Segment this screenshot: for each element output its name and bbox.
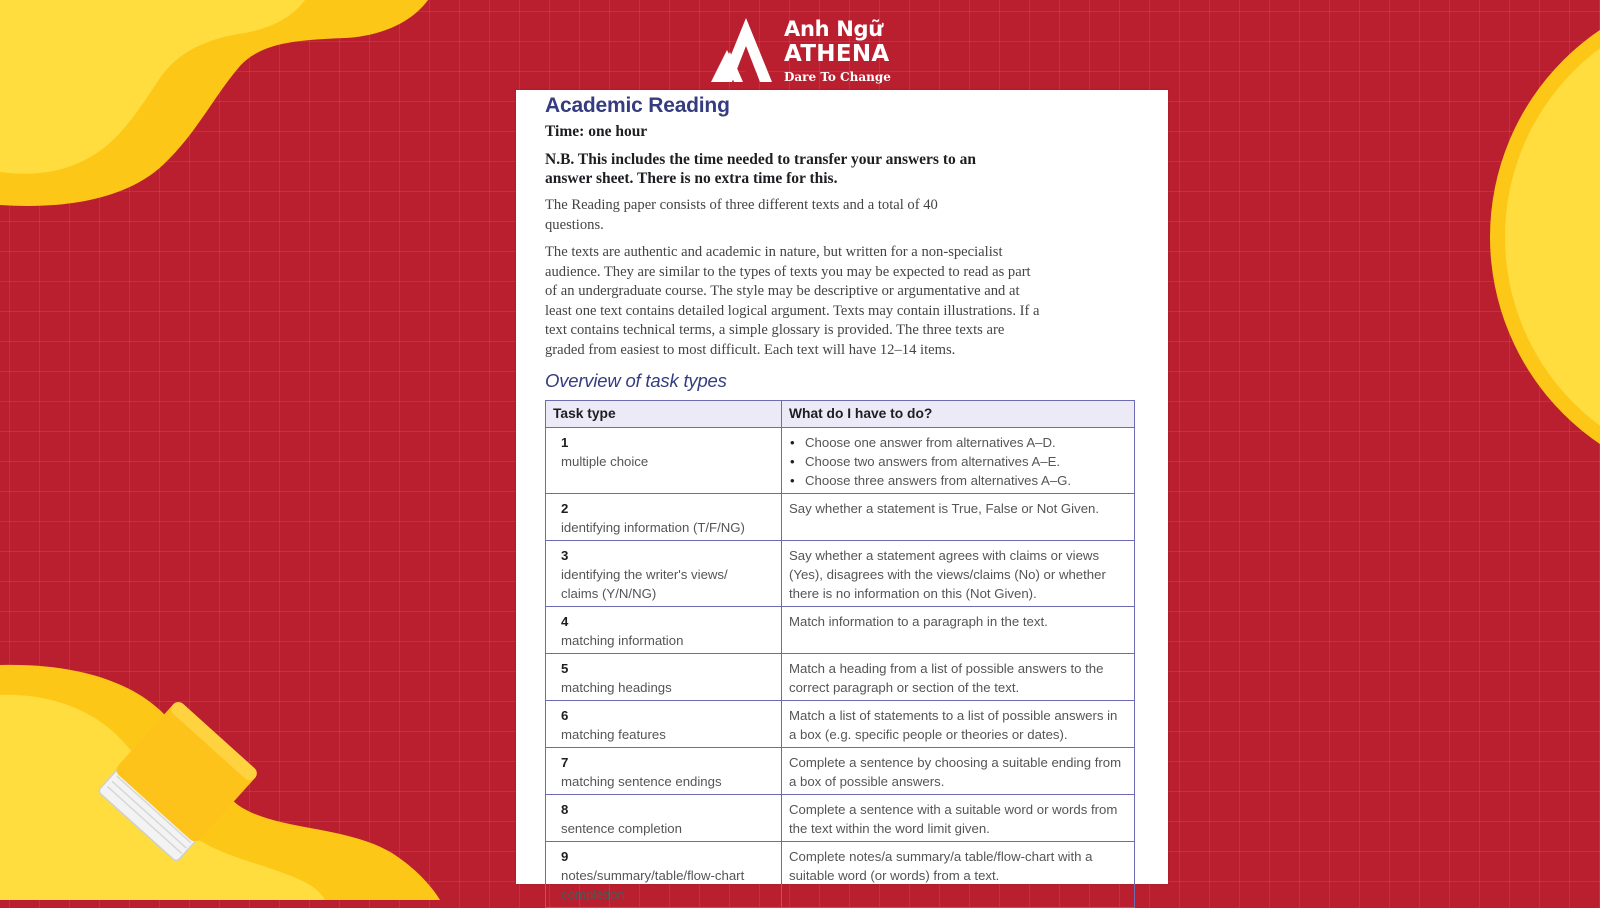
task-type-cell xyxy=(546,494,782,541)
page-title: Academic Reading xyxy=(545,94,730,117)
task-number: 4 xyxy=(561,614,569,629)
book-icon xyxy=(78,690,268,890)
task-description-cell: Match a heading from a list of possible answers to the correct paragraph or section of the text. xyxy=(782,654,1135,701)
task-type-cell xyxy=(546,748,782,795)
table-row xyxy=(546,748,1135,795)
task-name: sentence completion xyxy=(561,821,682,836)
task-name: identifying the writer's views/ claims (Y/N/NG) xyxy=(561,567,728,601)
table-row xyxy=(546,494,1135,541)
task-number: 9 xyxy=(561,849,569,864)
task-number: 2 xyxy=(561,501,569,516)
list-item: • Choose two answers from alternatives A–E. xyxy=(789,452,1127,471)
yellow-blob-top-left xyxy=(0,0,440,215)
nb-note: N.B. This includes the time needed to transfer your answers to an answer sheet. There is no extra time for this. xyxy=(545,151,976,187)
logo-brand-line2: ATHENA xyxy=(784,41,890,67)
table-row xyxy=(546,701,1135,748)
task-name: identifying information (T/F/NG) xyxy=(561,520,745,535)
table-row xyxy=(546,654,1135,701)
task-number: 3 xyxy=(561,548,569,563)
task-number: 7 xyxy=(561,755,569,770)
time-note: Time: one hour xyxy=(545,123,648,140)
task-type-cell xyxy=(546,541,782,607)
athena-mountain-logo-icon xyxy=(708,16,778,86)
athena-logo xyxy=(708,16,891,86)
table-row xyxy=(546,541,1135,607)
table-row xyxy=(546,607,1135,654)
task-type-cell xyxy=(546,842,782,908)
task-number: 8 xyxy=(561,802,569,817)
task-name: matching features xyxy=(561,727,666,742)
task-type-cell xyxy=(546,701,782,748)
task-description-cell: Complete notes/a summary/a table/flow-chart with a suitable word (or words) from a text. xyxy=(782,842,1135,908)
choice-list xyxy=(789,433,1127,490)
yellow-circle-right xyxy=(1490,82,1600,367)
task-types-table xyxy=(545,400,1135,908)
table-row xyxy=(546,842,1135,908)
table-header-row xyxy=(546,401,1135,428)
task-number: 5 xyxy=(561,661,569,676)
task-description-cell: Say whether a statement is True, False or Not Given. xyxy=(782,494,1135,541)
task-number: 1 xyxy=(561,435,569,450)
header-task-type: Task type xyxy=(546,401,782,428)
task-number: 6 xyxy=(561,708,569,723)
task-description-cell xyxy=(782,428,1135,494)
task-description-cell: Match information to a paragraph in the text. xyxy=(782,607,1135,654)
table-row xyxy=(546,795,1135,842)
task-description-cell: Say whether a statement agrees with claims or views (Yes), disagrees with the views/claims (No) or whether there is no information on this (Not Given). xyxy=(782,541,1135,607)
task-name: notes/summary/table/flow-chart completion xyxy=(561,868,745,902)
list-item: • Choose one answer from alternatives A–D. xyxy=(789,433,1127,452)
task-type-cell xyxy=(546,428,782,494)
task-description-cell: Match a list of statements to a list of possible answers in a box (e.g. specific people or theories or dates). xyxy=(782,701,1135,748)
intro-paragraph: The Reading paper consists of three different texts and a total of 40 questions. xyxy=(545,197,938,233)
task-name: matching headings xyxy=(561,680,672,695)
task-type-cell xyxy=(546,795,782,842)
task-name: multiple choice xyxy=(561,454,649,469)
logo-tagline: Dare To Change xyxy=(784,70,891,84)
task-type-cell xyxy=(546,607,782,654)
description-paragraph: The texts are authentic and academic in nature, but written for a non-specialist audience. They are similar to the types of texts you may be expected to read as part of an undergraduate course. The style may be descriptive or argumentative and at least one text contains detailed logical argument. Texts may contain illustrations. If a text contains technical terms, a simple glossary is provided. The three texts are graded from easiest to most difficult. Each text will have 12–14 items. xyxy=(545,244,1040,358)
task-name: matching sentence endings xyxy=(561,774,722,789)
section-heading: Overview of task types xyxy=(545,370,727,391)
table-row xyxy=(546,428,1135,494)
list-item: • Choose three answers from alternatives A–G. xyxy=(789,471,1127,490)
task-type-cell xyxy=(546,654,782,701)
header-what-to-do: What do I have to do? xyxy=(782,401,1135,428)
logo-brand-line1: Anh Ngữ xyxy=(784,17,883,41)
task-name: matching information xyxy=(561,633,684,648)
task-description-cell: Complete a sentence with a suitable word or words from the text within the word limit given. xyxy=(782,795,1135,842)
task-description-cell: Complete a sentence by choosing a suitable ending from a box of possible answers. xyxy=(782,748,1135,795)
document-page xyxy=(516,90,1168,902)
